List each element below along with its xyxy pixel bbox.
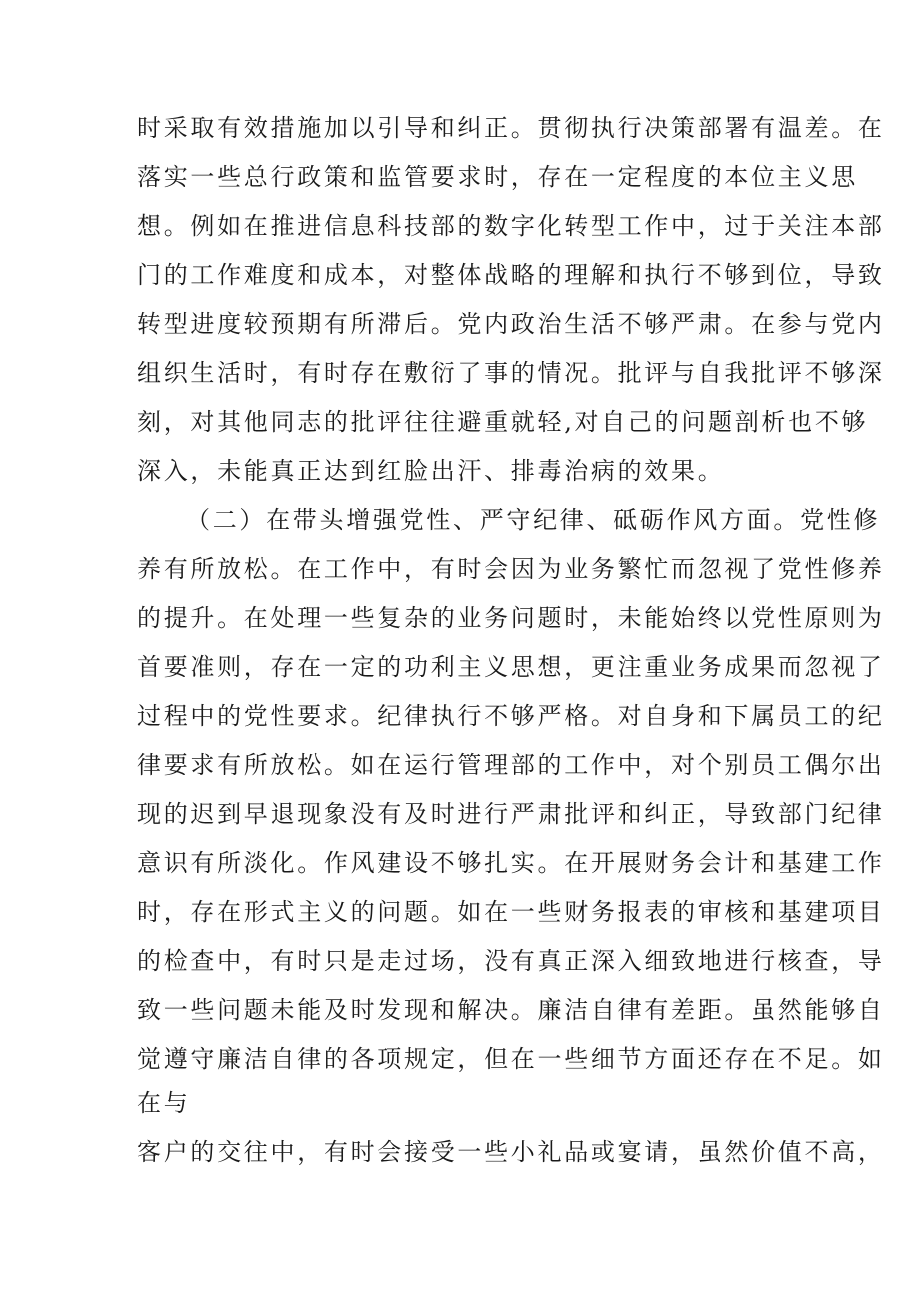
text-line: 意识有所淡化。作风建设不够扎实。在开展财务会计和基建工作 — [137, 849, 885, 877]
text-line: 首要准则，存在一定的功利主义思想，更注重业务成果而忽视了 — [137, 653, 885, 681]
text-line: 致一些问题未能及时发现和解决。廉洁自律有差距。虽然能够自 — [137, 996, 885, 1024]
section-heading-line: （二）在带头增强党性、严守纪律、砥砺作风方面。党性修 — [186, 506, 881, 534]
text-line: 深入，未能真正达到红脸出汗、排毒治病的效果。 — [137, 457, 725, 485]
text-line: 门的工作难度和成本，对整体战略的理解和执行不够到位，导致 — [137, 261, 885, 289]
text-line: 时，存在形式主义的问题。如在一些财务报表的审核和基建项目 — [137, 898, 885, 926]
text-line: 刻，对其他同志的批评往往避重就轻,对自己的问题剖析也不够 — [137, 408, 869, 436]
text-line: 的检查中，有时只是走过场，没有真正深入细致地进行核查，导 — [137, 947, 885, 975]
text-line: 觉遵守廉洁自律的各项规定，但在一些细节方面还存在不足。如 — [137, 1045, 885, 1073]
text-line: 过程中的党性要求。纪律执行不够严格。对自身和下属员工的纪 — [137, 702, 885, 730]
text-line: 养有所放松。在工作中，有时会因为业务繁忙而忽视了党性修养 — [137, 555, 885, 583]
text-line: 想。例如在推进信息科技部的数字化转型工作中，过于关注本部 — [137, 212, 885, 240]
text-line: 转型进度较预期有所滞后。党内政治生活不够严肃。在参与党内 — [137, 310, 885, 338]
text-line: 律要求有所放松。如在运行管理部的工作中，对个别员工偶尔出 — [137, 751, 885, 779]
text-line: 落实一些总行政策和监管要求时，存在一定程度的本位主义思 — [137, 163, 858, 191]
text-line: 在与 — [137, 1089, 191, 1117]
text-line: 客户的交往中，有时会接受一些小礼品或宴请，虽然价值不高， — [137, 1138, 885, 1166]
text-line: 时采取有效措施加以引导和纠正。贯彻执行决策部署有温差。在 — [137, 114, 885, 142]
text-line: 现的迟到早退现象没有及时进行严肃批评和纠正，导致部门纪律 — [137, 800, 885, 828]
text-line: 的提升。在处理一些复杂的业务问题时，未能始终以党性原则为 — [137, 604, 885, 632]
text-line: 组织生活时，有时存在敷衍了事的情况。批评与自我批评不够深 — [137, 359, 885, 387]
